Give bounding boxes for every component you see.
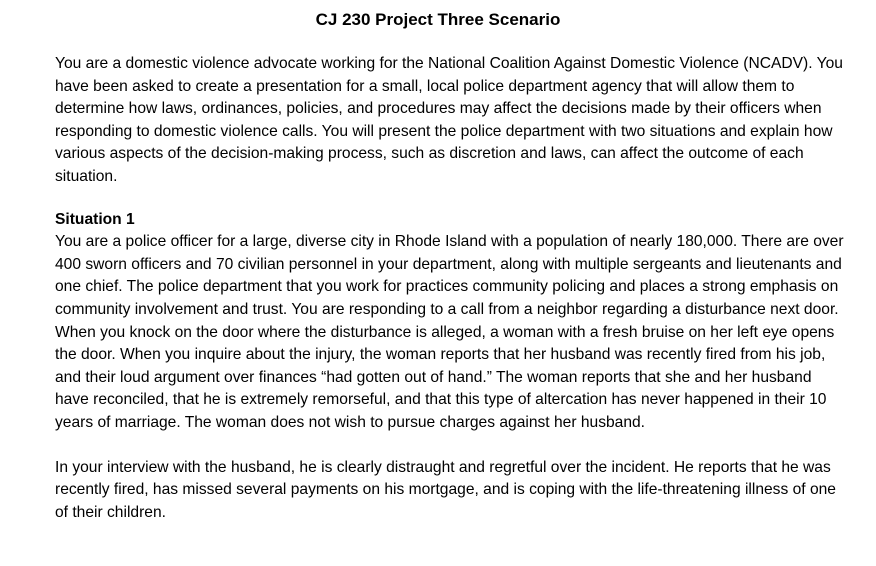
situation-1-paragraph-2: In your interview with the husband, he is clearly distraught and regretful over the incident. He reports that he was recently fired, has missed several payments on his mortgage, and is coping with the life-threatening illness of one of their children. bbox=[55, 458, 836, 521]
document-title: CJ 230 Project Three Scenario bbox=[315, 10, 561, 29]
intro-paragraph: You are a domestic violence advocate working for the National Coalition Against Domestic Violence (NCADV). You have been asked to create a presentation for a small, local police department agency that will allow them to determine how laws, ordinances, policies, and procedures may affect the decisions made by their officers when responding to domestic violence calls. You will present the police department with two situations and explain how various aspects of the decision-making process, such as discretion and laws, can affect the outcome of each situation. bbox=[55, 55, 843, 185]
situation-1-paragraph-1: You are a police officer for a large, diverse city in Rhode Island with a population of nearly 180,000. There are over 400 sworn officers and 70 civilian personnel in your department, along with multiple sergeants and lieutenants and one chief. The police department that you work for practices community policing and places a strong emphasis on community involvement and trust. You are responding to a call from a neighbor regarding a disturbance next door. When you knock on the door where the disturbance is alleged, a woman with a fresh bruise on her left eye opens the door. When you inquire about the injury, the woman reports that her husband was recently fired from his job, and their loud argument over finances “had gotten out of hand.” The woman reports that she and her husband have reconciled, that he is extremely remorseful, and that this type of altercation has never happened in their 10 years of marriage. The woman does not wish to pursue charges against her husband. bbox=[55, 233, 844, 431]
situation-1-heading: Situation 1 bbox=[55, 210, 135, 228]
document-body bbox=[55, 53, 847, 524]
